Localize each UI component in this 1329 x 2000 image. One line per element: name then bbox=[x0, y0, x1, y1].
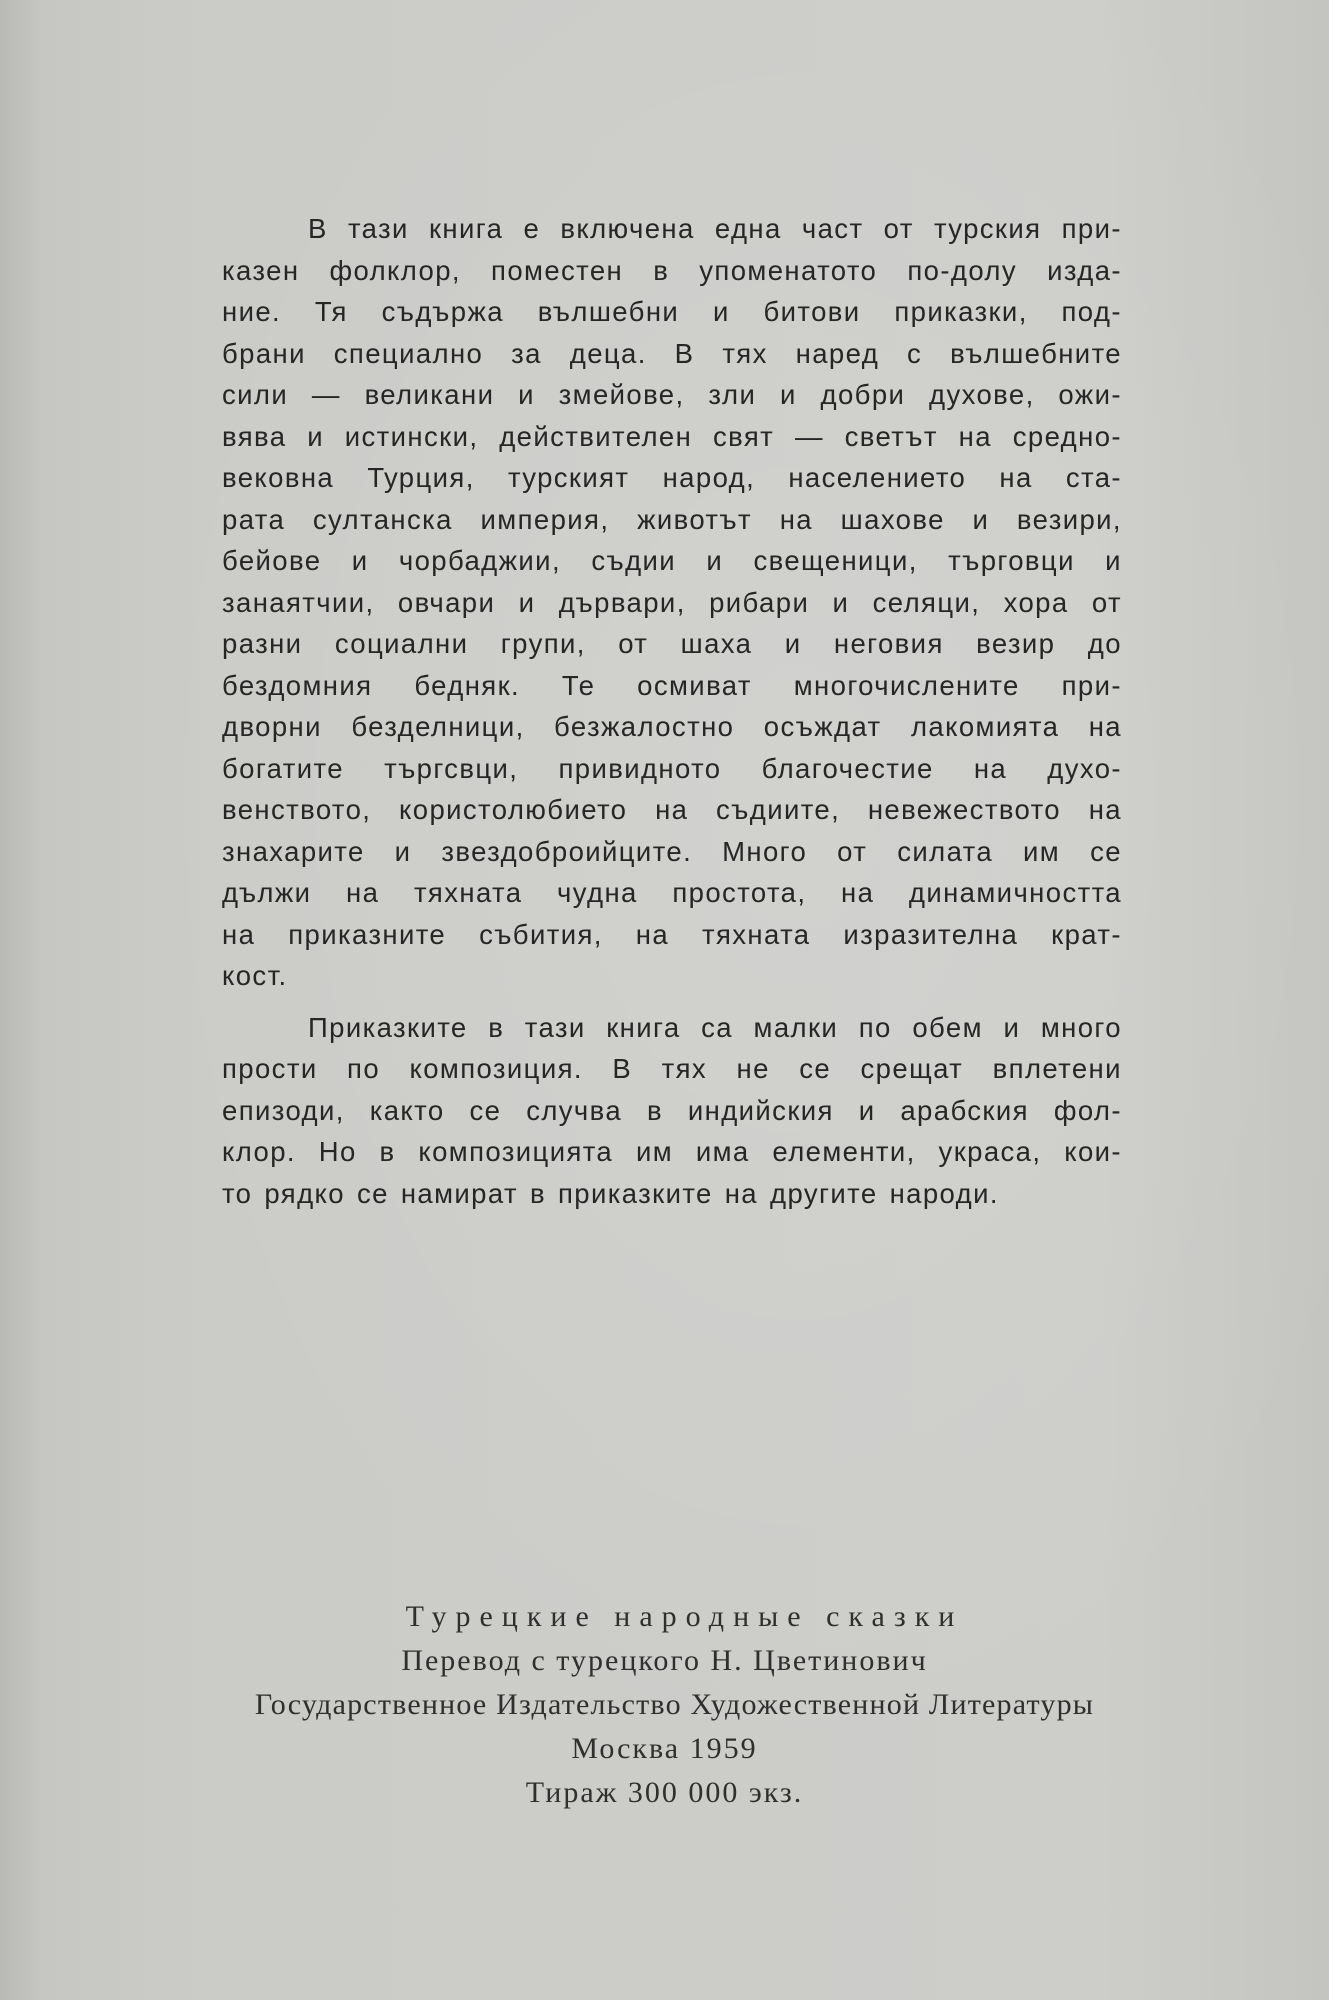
text-line: то рядко се намират в приказките на другите народи. bbox=[222, 1177, 999, 1209]
text-line: венството, користолюбието на съдиите, невежеството на bbox=[222, 794, 1122, 825]
text-line: разни социални групи, от шаха и неговия везир до bbox=[222, 628, 1122, 659]
colophon-translation: Перевод с турецкого Н. Цветинович bbox=[401, 1644, 928, 1677]
colophon bbox=[0, 1595, 1329, 1815]
text-line: богатите търгсвци, привидното благочестие на духо- bbox=[222, 752, 1122, 784]
text-line: епизоди, както се случва в индийския и арабския фол- bbox=[222, 1094, 1122, 1126]
text-line: ние. Тя съдържа вълшебни и битови приказки, под- bbox=[222, 296, 1122, 327]
text-line: дворни безделници, безжалостно осъждат лакомията на bbox=[222, 711, 1122, 742]
text-line: брани специално за деца. В тях наред с вълшебните bbox=[222, 337, 1122, 369]
text-line: рата султанска империя, животът на шахове и везири, bbox=[222, 503, 1122, 535]
text-line: вековна Турция, турският народ, населението на ста- bbox=[222, 462, 1122, 493]
text-line: занаятчии, овчари и дървари, рибари и селяци, хора от bbox=[222, 586, 1122, 618]
colophon-publisher: Государственное Издательство Художественной Литературы bbox=[254, 1688, 1095, 1721]
text-line: на приказните събития, на тяхната изразителна крат- bbox=[222, 918, 1122, 950]
text-line: кост. bbox=[222, 960, 288, 991]
text-line: казен фолклор, поместен в упоменатото по-долу изда- bbox=[222, 254, 1122, 286]
text-line: бейове и чорбаджии, съдии и свещеници, търговци и bbox=[222, 545, 1122, 576]
colophon-title: Турецкие народные сказки bbox=[405, 1600, 964, 1633]
text-line: вява и истински, действителен свят — светът на средно- bbox=[222, 420, 1122, 452]
text-line: клор. Но в композицията им има елементи, украса, кои- bbox=[222, 1136, 1122, 1167]
text-line: Приказките в тази книга са малки по обем и много bbox=[308, 1011, 1122, 1043]
text-line: дължи на тяхната чудна простота, на динамичността bbox=[222, 877, 1122, 908]
text-line: бездомния бедняк. Те осмиват многочислените при- bbox=[222, 669, 1122, 701]
text-line: прости по композиция. В тях не се срещат вплетени bbox=[222, 1053, 1122, 1084]
body-text bbox=[222, 208, 1122, 1214]
colophon-place-year: Москва 1959 bbox=[571, 1732, 758, 1765]
text-line: сили — великани и змейове, зли и добри духове, ожи- bbox=[222, 379, 1122, 410]
text-line: В тази книга е включена една част от турския при- bbox=[308, 213, 1122, 244]
text-line: знахарите и звездоброийците. Много от силата им се bbox=[222, 835, 1122, 867]
colophon-print-run: Тираж 300 000 экз. bbox=[525, 1776, 804, 1809]
